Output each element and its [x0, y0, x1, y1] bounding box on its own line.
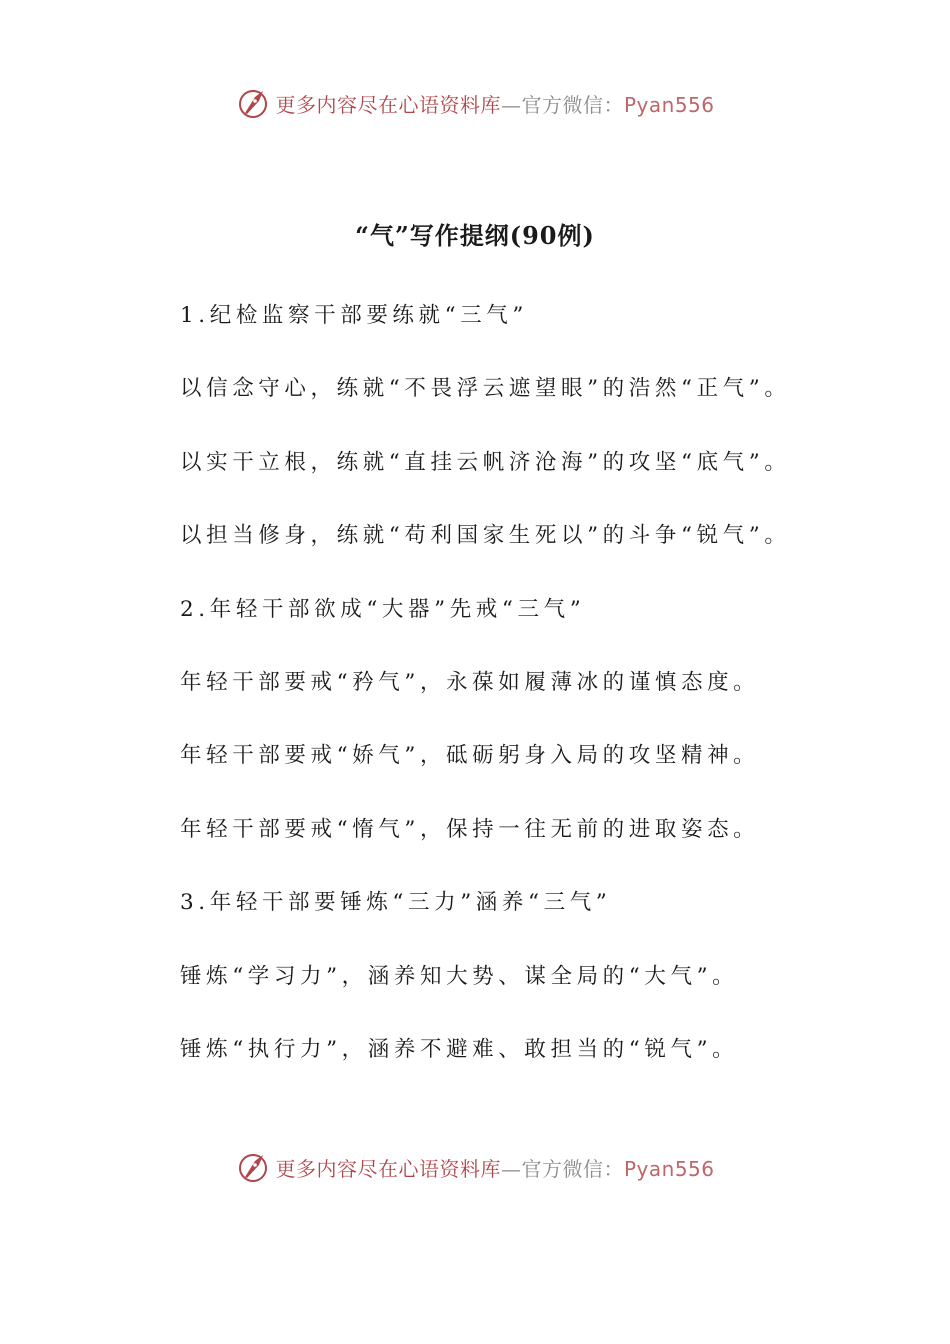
section-heading: 3.年轻干部要锤炼“三力”涵养“三气”: [180, 890, 612, 916]
paragraph-line: 以担当修身，练就“苟利国家生死以”的斗争“锐气”。: [180, 523, 791, 549]
paragraph-line: 年轻干部要戒“矜气”，永葆如履薄冰的谨慎态度。: [180, 669, 760, 695]
paragraph-line: 年轻干部要戒“娇气”，砥砺躬身入局的攻坚精神。: [180, 743, 760, 769]
paragraph-line: 以实干立根，练就“直挂云帆济沧海”的攻坚“底气”。: [180, 449, 791, 475]
paragraph-line: 锤炼“学习力”，涵养知大势、谋全局的“大气”。: [180, 963, 739, 989]
watermark-text: 更多内容尽在心语资料库—官方微信：Pyan556: [275, 92, 715, 117]
pen-nib-logo-icon: [235, 85, 271, 121]
section-heading: 2.年轻干部欲成“大器”先戒“三气”: [180, 596, 586, 622]
watermark-text: 更多内容尽在心语资料库—官方微信：Pyan556: [275, 1156, 715, 1181]
header-watermark: [0, 83, 950, 123]
section-heading: 1.纪检监察干部要练就“三气”: [180, 303, 528, 328]
document-body: [180, 298, 900, 1105]
footer-watermark: [0, 1147, 950, 1187]
paragraph-line: 锤炼“执行力”，涵养不避难、敢担当的“锐气”。: [180, 1036, 739, 1062]
page-title: “气”写作提纲(90例): [355, 221, 595, 250]
paragraph-line: 以信念守心，练就“不畏浮云遮望眼”的浩然“正气”。: [180, 376, 791, 402]
pen-nib-logo-icon: [235, 1149, 271, 1185]
paragraph-line: 年轻干部要戒“惰气”，保持一往无前的进取姿态。: [180, 816, 760, 842]
